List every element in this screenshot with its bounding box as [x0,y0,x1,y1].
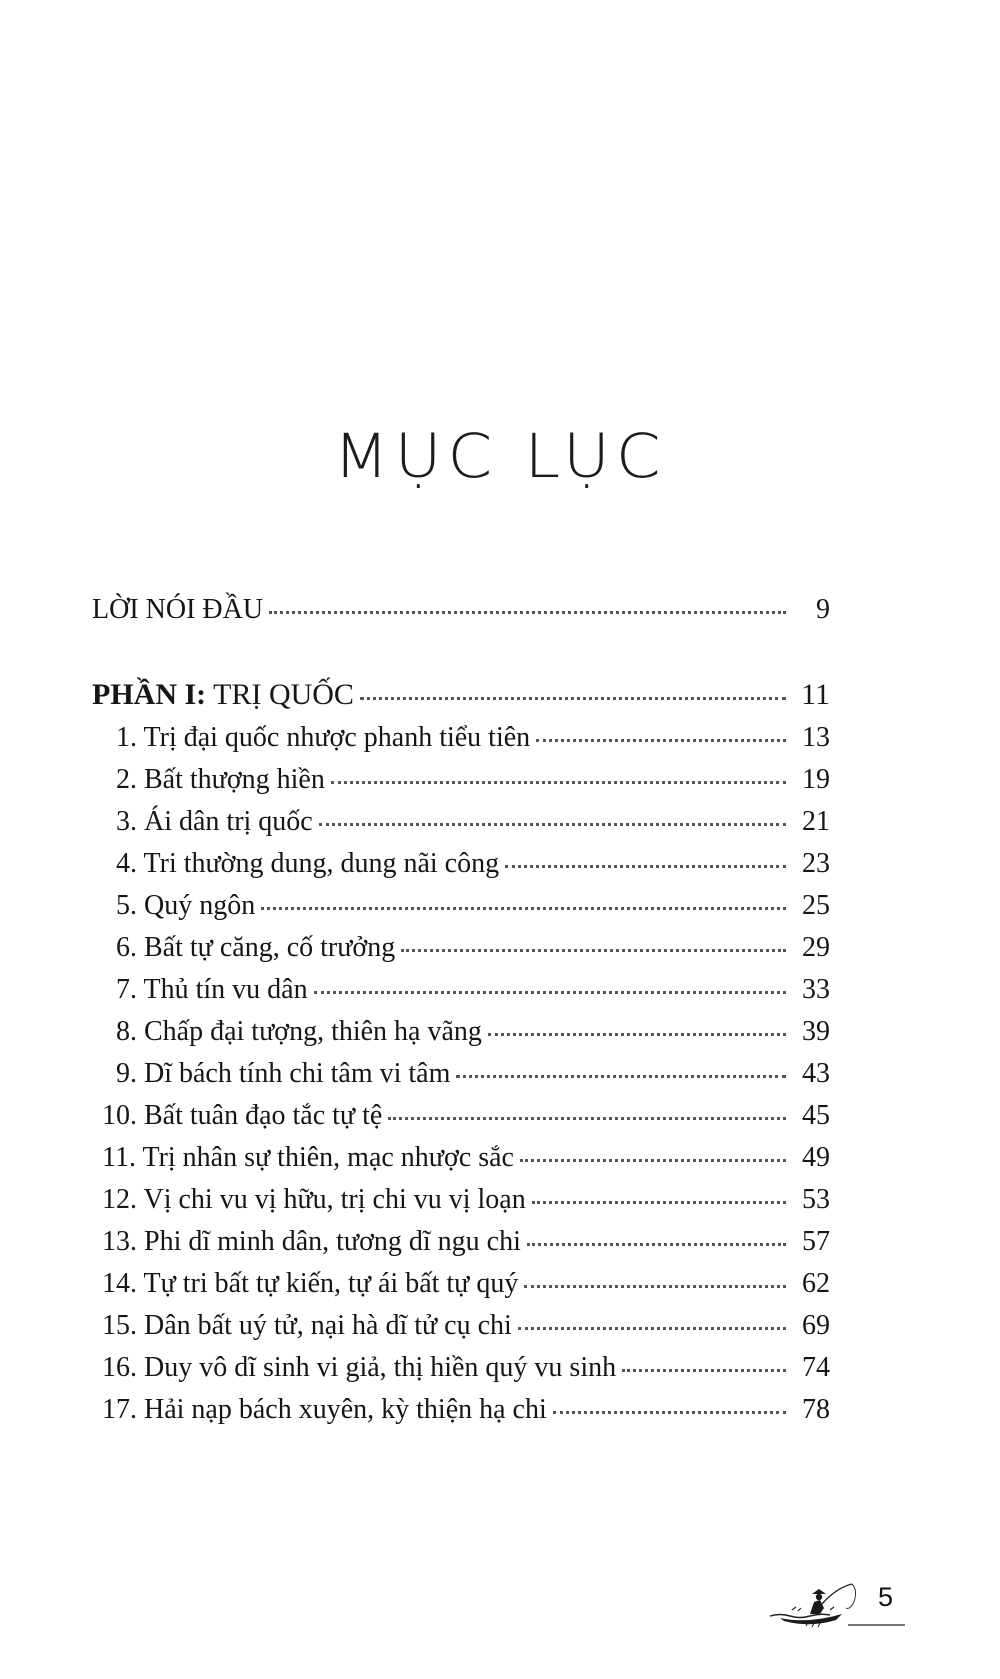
toc-entry [116,724,830,752]
toc-entry [116,976,830,1004]
dot-leader [261,907,786,910]
toc-label: 9. Dĩ bách tính chi tâm vi tâm [116,1058,451,1089]
toc-entry [102,1144,830,1172]
toc-label: 4. Tri thường dung, dung nãi công [116,848,500,879]
toc-page-number: 43 [802,1058,830,1089]
toc-entry [116,1060,830,1088]
dot-leader [505,865,786,868]
toc-page-number: 9 [816,594,830,625]
toc-label: 13. Phi dĩ minh dân, tương dĩ ngu chi [102,1226,521,1257]
toc-page-number: 11 [801,678,830,711]
toc-page-number: 39 [802,1016,830,1047]
part-number: PHẦN I: [92,678,207,711]
dot-leader [520,1159,786,1162]
toc-label: 3. Ái dân trị quốc [116,806,313,837]
dot-leader [269,611,786,614]
toc-label: 14. Tự tri bất tự kiến, tự ái bất tự quý [102,1268,519,1299]
toc-page-number: 53 [802,1184,830,1215]
toc-entry [102,1354,830,1382]
toc-entry [116,1018,830,1046]
toc-entry [102,1102,830,1130]
toc-entry [102,1186,830,1214]
part-title: TRỊ QUỐC [206,678,354,711]
toc-label: 12. Vị chi vu vị hữu, trị chi vu vị loạn [102,1184,526,1215]
dot-leader [314,991,786,994]
toc-page-number: 25 [802,890,830,921]
toc-page-number: 29 [802,932,830,963]
toc-label: LỜI NÓI ĐẦU [92,594,264,625]
toc-entry [116,766,830,794]
toc-label [92,680,354,710]
dot-leader [622,1369,786,1372]
toc-page-number: 74 [802,1352,830,1383]
toc-entry [116,934,830,962]
toc-page-number: 45 [802,1100,830,1131]
toc-page-number: 69 [802,1310,830,1341]
toc-entry [102,1228,830,1256]
toc-entry [116,892,830,920]
toc-label: 16. Duy vô dĩ sinh vi giả, thị hiền quý vu sinh [102,1352,617,1383]
toc-page-number: 33 [802,974,830,1005]
page-title: MỤC LỤC [333,421,667,493]
dot-leader [536,739,786,742]
dot-leader [331,781,786,784]
toc-entry [116,850,830,878]
toc-preface [92,596,830,624]
dot-leader [527,1243,786,1246]
dot-leader [319,823,786,826]
dot-leader [456,1075,786,1078]
toc-page-number: 21 [802,806,830,837]
toc-page-number: 23 [802,848,830,879]
toc-page-number: 19 [802,764,830,795]
toc-label: 1. Trị đại quốc nhược phanh tiểu tiên [116,722,531,753]
toc-label: 2. Bất thượng hiền [116,764,325,795]
toc-page-number: 78 [802,1394,830,1425]
toc-entry [102,1396,830,1424]
dot-leader [524,1285,786,1288]
toc-label: 5. Quý ngôn [116,890,256,921]
toc-page-number: 57 [802,1226,830,1257]
dot-leader [488,1033,786,1036]
toc-label: 10. Bất tuân đạo tắc tự tệ [102,1100,383,1131]
toc-entry [116,808,830,836]
page-number: 5 [878,1582,894,1612]
toc-page-number: 49 [802,1142,830,1173]
dot-leader [388,1117,786,1120]
toc-entry [102,1312,830,1340]
dot-leader [360,697,786,700]
toc-entry [102,1270,830,1298]
dot-leader [553,1411,786,1414]
dot-leader [518,1327,786,1330]
toc-part-heading [92,680,830,710]
dot-leader [401,949,786,952]
toc-label: 11. Trị nhân sự thiên, mạc nhược sắc [102,1142,514,1173]
toc-label: 7. Thủ tín vu dân [116,974,308,1005]
toc-label: 6. Bất tự căng, cố trưởng [116,932,396,963]
toc-label: 15. Dân bất uý tử, nại hà dĩ tử cụ chi [102,1310,512,1341]
toc-label: 8. Chấp đại tượng, thiên hạ vãng [116,1016,482,1047]
toc-page-number: 62 [802,1268,830,1299]
toc-label: 17. Hải nạp bách xuyên, kỳ thiện hạ chi [102,1394,547,1425]
toc-page-number: 13 [802,722,830,753]
dot-leader [532,1201,786,1204]
